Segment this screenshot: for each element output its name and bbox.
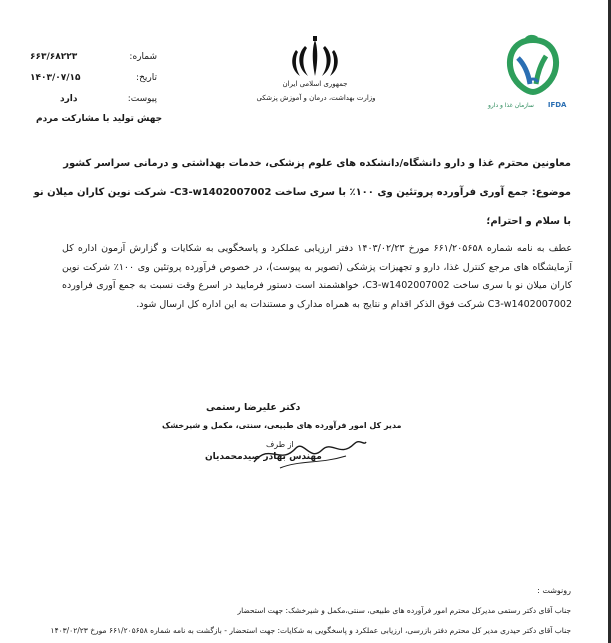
subject-line: موضوع: جمع آوری فرآورده پروتئین وی ۱۰۰٪ با سری ساخت C3-w1402007002- شرکت نوین کاران میلان نو bbox=[33, 187, 571, 198]
letter-date-label: تاریخ: bbox=[136, 73, 157, 83]
signatory-name: دکتر علیرضا رستمی bbox=[206, 402, 301, 413]
addressee: معاونین محترم غذا و دارو دانشگاه/دانشکده های علوم پزشکی، خدمات بهداشتی و درمانی سراسر کشور bbox=[63, 158, 571, 169]
letter-attachment-label: پیوست: bbox=[127, 94, 157, 104]
emblem-title-ministry: وزارت بهداشت، درمان و آموزش پزشکی bbox=[256, 94, 376, 102]
letter-body-paragraph: عطف به نامه شماره ۶۶۱/۲۰۵۶۵۸ مورخ ۱۴۰۳/۰۲/۲۳ دفتر ارزیابی عملکرد و پاسخگویی به شکایات و گزارش آزمون اداره کل آزمایشگاه های مرجع کنترل غذا، دارو و تجهیزات پزشکی (تصویر به پیوست)، در خصوص فرآورده پروتئین وی ۱۰۰٪ شرکت نوین کاران میلان نو با سری ساخت C3-w1402007002، خواهشمند است دستور فرمایید در اسرع وقت نسبت به جمع آوری فراورده C3-w1402007002 شرکت فوق الذکر اقدام و نتایج به همراه مدارک و مستندات به این اداره کل ارسال شود. bbox=[62, 243, 573, 310]
cc-line: جناب آقای دکتر حیدری مدیر کل محترم دفتر بازرسی، ارزیابی عملکرد و پاسخگویی به شکایات: جهت استحضار - بازگشت به نامه شماره ۶۶۱/۲۰۵۶۵۸ مورخ ۱۴۰۳/۰۲/۲۳ bbox=[50, 626, 571, 635]
letter-attachment-row bbox=[22, 94, 157, 110]
fda-caption bbox=[488, 101, 566, 109]
letter-body bbox=[62, 240, 572, 314]
greeting: با سلام و احترام؛ bbox=[486, 216, 571, 227]
deputy-signatory: مهندس بهادر صیدمحمدیان bbox=[205, 452, 322, 462]
emblem-title-country: جمهوری اسلامی ایران bbox=[282, 80, 348, 88]
signatory-title: مدیر کل امور فرآورده های طبیعی، سنتی، مکمل و شیرخشک bbox=[162, 421, 402, 430]
handwritten-signature-icon bbox=[250, 432, 370, 472]
letter-date-value: ۱۴۰۳/۰۷/۱۵ bbox=[30, 73, 81, 83]
letter-number-row bbox=[22, 52, 157, 68]
on-behalf-label: از طرف bbox=[266, 440, 294, 449]
letter-number-label: شماره: bbox=[129, 52, 157, 62]
letter-attachment-value: دارد bbox=[60, 94, 78, 104]
letter-date-row bbox=[22, 73, 157, 89]
letter-number-value: ۶۶۳/۶۸۲۲۳ bbox=[30, 52, 78, 62]
slogan: جهش تولید با مشارکت مردم bbox=[36, 114, 163, 124]
fda-caption-fa: سازمان غذا و دارو bbox=[488, 102, 534, 109]
cc-line: جناب آقای دکتر رستمی مدیرکل محترم امور فرآورده های طبیعی، سنتی،مکمل و شیرخشک: جهت استحضار bbox=[237, 606, 571, 615]
fda-acronym: IFDA bbox=[547, 101, 567, 109]
iran-emblem-icon bbox=[288, 36, 342, 80]
ifda-logo-icon bbox=[498, 34, 568, 100]
cc-heading: رونوشت : bbox=[537, 586, 571, 595]
